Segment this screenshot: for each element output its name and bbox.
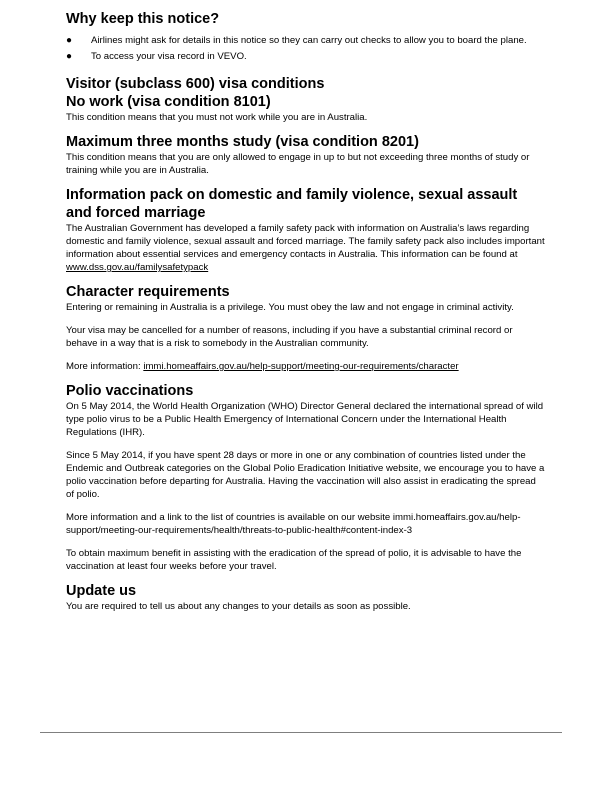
polio-para-4: To obtain maximum benefit in assisting with the eradication of the spread of polio, it is advisable to have the vaccination at least four weeks before your travel.	[66, 548, 522, 572]
polio-para-2: Since 5 May 2014, if you have spent 28 days or more in one or any combination of countries listed under the Endemic and Outbreak categories on the Global Polio Eradication Initiative website, we encourage you to have a polio vaccination before departing for Australia. Having the vaccination will also assist in eradicating the spread of polio.	[66, 450, 545, 500]
polio-section	[66, 382, 546, 573]
list-item	[66, 50, 546, 63]
why-keep-heading: Why keep this notice?	[66, 11, 220, 27]
character-heading: Character requirements	[66, 284, 230, 300]
polio-heading: Polio vaccinations	[66, 383, 194, 399]
why-keep-list	[66, 34, 546, 63]
character-para-2: Your visa may be cancelled for a number of reasons, including if you have a substantial criminal record or behave in a way that is a risk to somebody in the Australian community.	[66, 325, 513, 349]
character-link[interactable]: immi.homeaffairs.gov.au/help-support/meeting-our-requirements/character	[143, 361, 459, 372]
character-para-1: Entering or remaining in Australia is a privilege. You must obey the law and not engage in criminal activity.	[66, 302, 514, 313]
info-pack-text: The Australian Government has developed a family safety pack with information on Australia’s laws regarding domestic and family violence, sexual assault and forced marriage. The family safety pack also includes important information about essential services and emergency contacts in Australia. This information can be found at	[66, 223, 545, 260]
footer-divider	[40, 732, 562, 733]
why-keep-section	[66, 10, 546, 63]
study-heading: Maximum three months study (visa condition 8201)	[66, 134, 419, 150]
bullet-text: To access your visa record in VEVO.	[91, 51, 247, 62]
character-section	[66, 283, 546, 373]
family-safety-link[interactable]: www.dss.gov.au/familysafetypack	[66, 262, 209, 273]
no-work-body: This condition means that you must not work while you are in Australia.	[66, 112, 368, 123]
update-heading: Update us	[66, 583, 137, 599]
bullet-icon: ●	[66, 35, 73, 46]
info-pack-section	[66, 186, 546, 274]
info-pack-body	[66, 222, 546, 274]
more-info-prefix: More information:	[66, 361, 144, 372]
no-work-heading: No work (visa condition 8101)	[66, 94, 271, 110]
update-body: You are required to tell us about any changes to your details as soon as possible.	[66, 601, 411, 612]
visitor-conditions-section	[66, 75, 546, 124]
document-page	[66, 10, 546, 613]
study-body: This condition means that you are only allowed to engage in up to but not exceeding three months of study or training while you are in Australia.	[66, 152, 530, 176]
polio-para-3: More information and a link to the list of countries is available on our website immi.homeaffairs.gov.au/help-support/meeting-our-requirements/health/threats-to-public-health#content-index-3	[66, 512, 521, 536]
bullet-text: Airlines might ask for details in this notice so they can carry out checks to allow you to board the plane.	[91, 35, 527, 46]
list-item	[66, 34, 546, 47]
polio-para-1: On 5 May 2014, the World Health Organization (WHO) Director General declared the international spread of wild type polio virus to be a Public Health Emergency of International Concern under the International Health Regulations (IHR).	[66, 401, 544, 438]
update-section	[66, 582, 546, 613]
visitor-conditions-heading: Visitor (subclass 600) visa conditions	[66, 76, 325, 92]
study-section	[66, 133, 546, 177]
bullet-icon: ●	[66, 51, 73, 62]
info-pack-heading: Information pack on domestic and family violence, sexual assault and forced marriage	[66, 187, 518, 221]
character-more-info	[66, 360, 546, 373]
